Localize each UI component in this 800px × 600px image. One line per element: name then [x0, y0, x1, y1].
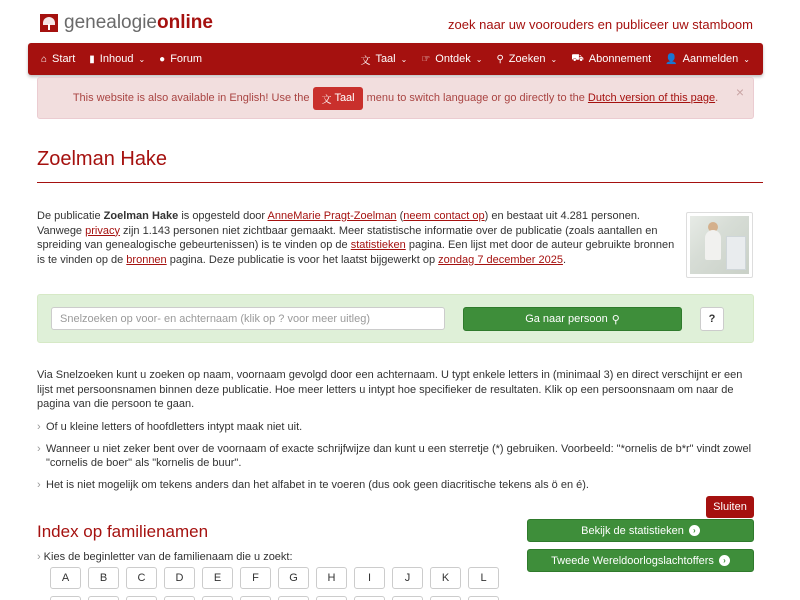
- letter-button-i[interactable]: I: [354, 567, 385, 589]
- nav-inhoud[interactable]: ▮ Inhoud ⌄: [89, 53, 146, 65]
- sources-link[interactable]: bronnen: [126, 253, 167, 266]
- contact-link[interactable]: neem contact op: [403, 210, 485, 222]
- nav-right: [353, 43, 757, 75]
- letter-button[interactable]: [164, 596, 195, 600]
- close-icon[interactable]: ×: [735, 84, 744, 100]
- publication-thumbnail[interactable]: [686, 212, 753, 278]
- view-statistics-button[interactable]: Bekijk de statistieken ›: [527, 519, 754, 542]
- letter-button-c[interactable]: C: [126, 567, 157, 589]
- hand-pointer-icon: ☞: [421, 53, 431, 65]
- circle-arrow-right-icon: ›: [689, 525, 700, 536]
- letter-button-a[interactable]: A: [50, 567, 81, 589]
- circle-arrow-right-icon: ›: [719, 555, 730, 566]
- letter-button-j[interactable]: J: [392, 567, 423, 589]
- translate-icon: 文: [321, 94, 332, 106]
- ww2-victims-button[interactable]: Tweede Wereldoorlogslachtoffers ›: [527, 549, 754, 572]
- quick-search-panel: [37, 294, 754, 343]
- search-tips-list: [37, 420, 757, 499]
- chevron-right-icon: ›: [37, 421, 41, 433]
- quick-search-input[interactable]: [51, 307, 445, 330]
- title-divider: [37, 182, 763, 183]
- letter-button-k[interactable]: K: [430, 567, 461, 589]
- search-help-text: Via Snelzoeken kunt u zoeken op naam, voornaam gevolgd door een achternaam. U typt enkele letters in (minimaal 3) en direct verschijnt er een lijst met persoonsnamen binnen deze publicatie. Hoe meer letters u intypt hoe specifieker de resultaten. Klik op een persoonsnaam om naar de pagina van die persoon te gaan.: [37, 369, 743, 410]
- nav-abonnement[interactable]: ⛟ Abonnement: [571, 52, 652, 65]
- nav-aanmelden[interactable]: 👤 Aanmelden ⌄: [665, 53, 750, 65]
- tree-logo-icon: [40, 14, 58, 32]
- book-icon: ▮: [89, 53, 95, 65]
- letter-button-h[interactable]: H: [316, 567, 347, 589]
- logo-text: genealogieonline: [64, 12, 213, 33]
- publication-name: Zoelman Hake: [103, 210, 179, 222]
- go-to-person-button[interactable]: Ga naar persoon ⚲: [463, 307, 682, 331]
- search-help-button[interactable]: ?: [700, 307, 724, 331]
- search-icon: ⚲: [611, 313, 620, 326]
- letter-button-f[interactable]: F: [240, 567, 271, 589]
- nav-ontdek[interactable]: ☞ Ontdek ⌄: [421, 53, 483, 65]
- close-help-button[interactable]: Sluiten: [706, 496, 754, 518]
- cart-icon: ⛟: [571, 52, 584, 64]
- author-link[interactable]: AnneMarie Pragt-Zoelman: [267, 210, 397, 222]
- language-alert: This website is also available in English! Use the 文 Taal menu to switch language or go directly to the Dutch version of this page . ×: [37, 77, 754, 119]
- chevron-down-icon: ⌄: [475, 54, 483, 64]
- comments-icon: ●: [159, 53, 166, 65]
- list-item: › Of u kleine letters of hoofdletters intypt maak niet uit.: [37, 421, 303, 433]
- letter-buttons: [50, 567, 499, 589]
- list-item: › Wanneer u niet zeker bent over de voornaam of exacte schrijfwijze dan kunt u een sterretje (*) gebruiken. Voorbeeld: "*ornelis de b*r" vindt zowel "cornelis de boer" als "kornelis de buur".: [37, 442, 752, 469]
- surname-index-hint: › Kies de beginletter van de familienaam die u zoekt:: [37, 551, 293, 563]
- statistics-link[interactable]: statistieken: [350, 239, 406, 251]
- letter-button[interactable]: [88, 596, 119, 600]
- chevron-right-icon: ›: [37, 551, 41, 563]
- letter-button[interactable]: [126, 596, 157, 600]
- letter-button-b[interactable]: B: [88, 567, 119, 589]
- site-logo[interactable]: [40, 12, 213, 34]
- letter-button[interactable]: [50, 596, 81, 600]
- letter-button-e[interactable]: E: [202, 567, 233, 589]
- chevron-right-icon: ›: [37, 442, 41, 455]
- publication-intro: De publicatie Zoelman Hake is opgesteld door AnneMarie Pragt-Zoelman (neem contact op) en bestaat uit 4.281 personen. Vanwege privacy zijn 1.143 personen niet zichtbaar gemaakt. Meer statistische informatie over de publicatie (zoals aantallen en spreiding van genealogische gebeurtenissen) is te vinden op de statistieken pagina. Een lijst met door de auteur gebruikte bronnen is te vinden op de bronnen pagina. Deze publicatie is voor het laatst bijgewerkt op zondag 7 december 2025.: [37, 210, 675, 266]
- main-navbar: [28, 43, 763, 75]
- home-icon: ⌂: [41, 53, 48, 65]
- page-title: Zoelman Hake: [37, 148, 168, 170]
- letter-button[interactable]: [392, 596, 423, 600]
- nav-taal[interactable]: 文 Taal ⌄: [360, 53, 408, 67]
- chevron-down-icon: ⌄: [550, 54, 558, 64]
- letter-buttons-row-2: [50, 596, 499, 600]
- letter-button-l[interactable]: L: [468, 567, 499, 589]
- list-item: › Het is niet mogelijk om tekens anders dan het alfabet in te voeren (dus ook geen diacritische tekens als ö en é).: [37, 478, 589, 491]
- chevron-down-icon: ⌄: [400, 54, 408, 64]
- chevron-down-icon: ⌄: [743, 54, 750, 64]
- dutch-version-link[interactable]: Dutch version of this page: [587, 92, 716, 104]
- nav-left: [34, 43, 209, 75]
- user-icon: 👤: [665, 53, 678, 65]
- letter-button[interactable]: [354, 596, 385, 600]
- letter-button[interactable]: [240, 596, 271, 600]
- surname-index-title: Index op familienamen: [37, 522, 209, 541]
- alert-taal-button[interactable]: 文 Taal: [313, 87, 362, 110]
- letter-button-d[interactable]: D: [164, 567, 195, 589]
- nav-forum[interactable]: ● Forum: [159, 53, 202, 65]
- nav-start[interactable]: ⌂ Start: [41, 53, 76, 65]
- site-header: [0, 0, 800, 44]
- search-icon: ⚲: [496, 53, 504, 65]
- translate-icon: 文: [360, 55, 371, 67]
- last-updated-link[interactable]: zondag 7 december 2025: [438, 253, 563, 266]
- letter-button[interactable]: [468, 596, 499, 600]
- letter-button[interactable]: [278, 596, 309, 600]
- chevron-down-icon: ⌄: [138, 54, 146, 64]
- site-tagline: zoek naar uw voorouders en publiceer uw stamboom: [448, 17, 753, 32]
- nav-zoeken[interactable]: ⚲ Zoeken ⌄: [496, 53, 558, 65]
- chevron-right-icon: ›: [37, 478, 41, 491]
- letter-button-g[interactable]: G: [278, 567, 309, 589]
- letter-button[interactable]: [202, 596, 233, 600]
- letter-button[interactable]: [316, 596, 347, 600]
- privacy-link[interactable]: privacy: [85, 224, 120, 237]
- letter-button[interactable]: [430, 596, 461, 600]
